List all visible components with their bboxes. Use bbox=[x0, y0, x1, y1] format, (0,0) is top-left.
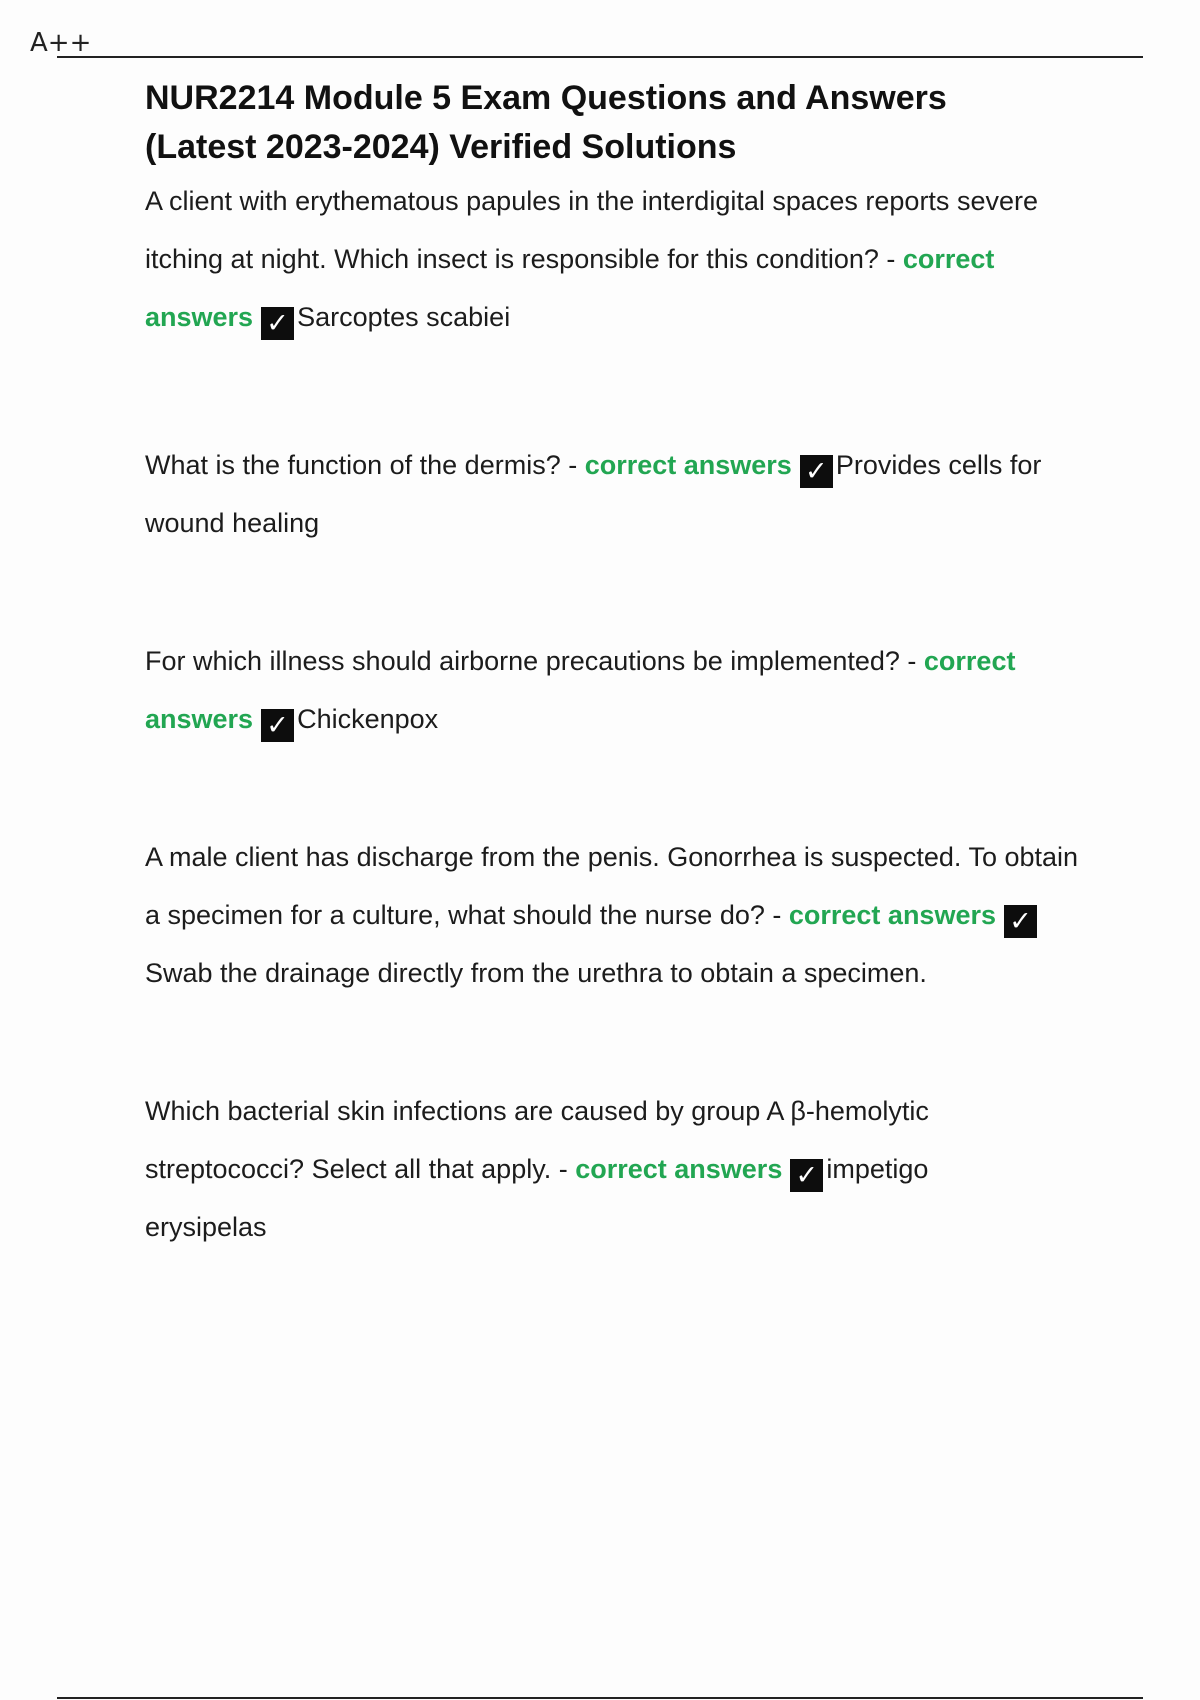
answer-text: impetigo bbox=[826, 1154, 929, 1184]
answer-text: Chickenpox bbox=[297, 704, 439, 734]
footer-divider bbox=[57, 1697, 1143, 1699]
answer-text: Swab the drainage directly from the urethra to obtain a specimen. bbox=[145, 958, 927, 988]
answer-text: Provides cells for wound healing bbox=[145, 450, 1042, 538]
answer-text: Sarcoptes scabiei bbox=[297, 302, 511, 332]
title-line-2: (Latest 2023-2024) Verified Solutions bbox=[145, 128, 737, 166]
answer-extra-text: erysipelas bbox=[145, 1212, 267, 1242]
question-text: A client with erythematous papules in the interdigital spaces reports severe itching at night. Which insect is responsible for this condition? - bbox=[145, 186, 1038, 274]
correct-answers-label: correct answers bbox=[575, 1154, 783, 1184]
document-title bbox=[145, 74, 1085, 172]
correct-answers-label: correct answers bbox=[788, 900, 996, 930]
qa-item bbox=[145, 436, 1085, 552]
qa-item bbox=[145, 172, 1085, 346]
correct-answers-label: correct answers bbox=[145, 646, 1016, 734]
checkmark-icon: ✓ bbox=[800, 455, 833, 488]
checkmark-icon: ✓ bbox=[790, 1159, 823, 1192]
qa-item bbox=[145, 632, 1085, 748]
header-grade-mark: A++ bbox=[30, 28, 92, 58]
correct-answers-label: correct answers bbox=[145, 244, 995, 332]
question-text: A male client has discharge from the penis. Gonorrhea is suspected. To obtain a specimen for a culture, what should the nurse do? - bbox=[145, 842, 1079, 930]
question-text: What is the function of the dermis? - bbox=[145, 450, 585, 480]
qa-item bbox=[145, 1082, 1085, 1198]
header-divider bbox=[57, 56, 1143, 58]
title-line-1: NUR2214 Module 5 Exam Questions and Answers bbox=[145, 79, 947, 117]
checkmark-icon: ✓ bbox=[261, 709, 294, 742]
question-text: For which illness should airborne precautions be implemented? - bbox=[145, 646, 924, 676]
document-body bbox=[145, 74, 1085, 1270]
checkmark-icon: ✓ bbox=[1004, 905, 1037, 938]
correct-answers-label: correct answers bbox=[584, 450, 792, 480]
qa-item bbox=[145, 828, 1085, 1002]
checkmark-icon: ✓ bbox=[261, 307, 294, 340]
question-text: Which bacterial skin infections are caused by group A β-hemolytic streptococci? Select all that apply. - bbox=[145, 1096, 929, 1184]
